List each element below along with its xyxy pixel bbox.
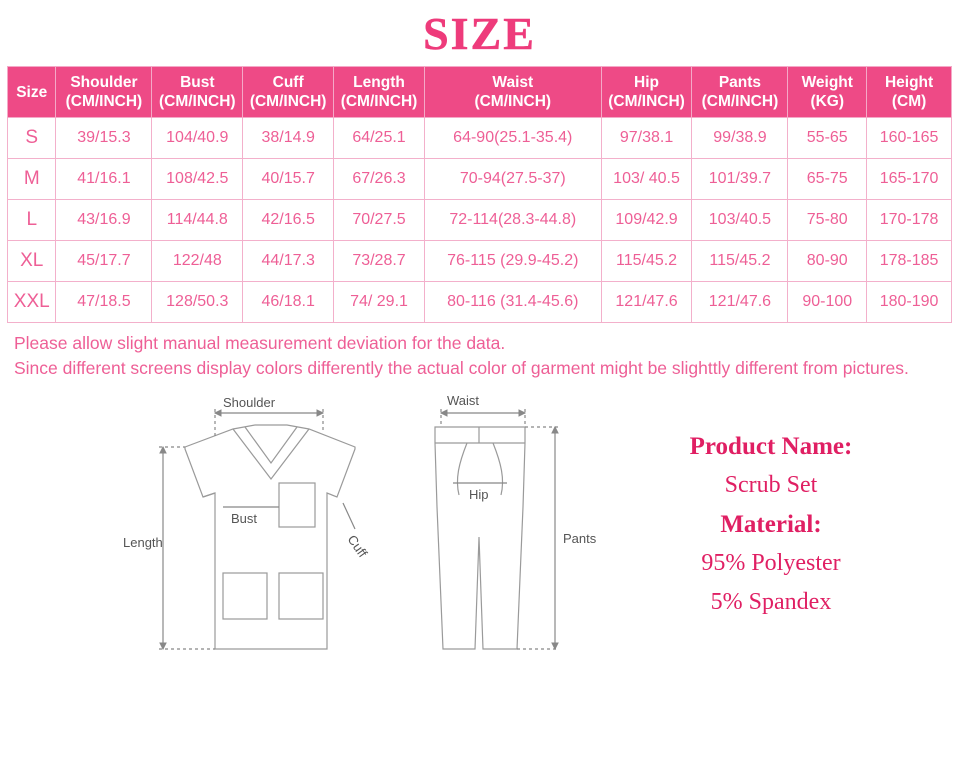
cell-length: 70/27.5: [334, 200, 425, 241]
cell-size: XL: [8, 241, 56, 282]
header-line2: (CM/INCH): [474, 93, 552, 110]
material-line-2: 5% Spandex: [710, 589, 832, 615]
cell-shoulder: 43/16.9: [56, 200, 152, 241]
size-table: [7, 66, 952, 323]
header-line1: Size: [16, 83, 48, 101]
cell-bust: 108/42.5: [152, 159, 243, 200]
cell-hip: 115/45.2: [601, 241, 692, 282]
cell-length: 74/ 29.1: [334, 282, 425, 323]
cell-pants: 115/45.2: [692, 241, 788, 282]
column-header-weight: [788, 67, 867, 118]
diagram-label-pants: Pants: [563, 531, 597, 546]
header-line1: Waist: [492, 74, 534, 91]
diagram-label-bust: Bust: [231, 511, 258, 526]
header-line2: (CM/INCH): [249, 93, 327, 110]
cell-shoulder: 47/18.5: [56, 282, 152, 323]
header-line2: (CM/INCH): [701, 93, 779, 110]
table-row: [8, 118, 952, 159]
column-header-waist: [424, 67, 601, 118]
cell-bust: 122/48: [152, 241, 243, 282]
cell-waist: 76-115 (29.9-45.2): [424, 241, 601, 282]
cell-shoulder: 41/16.1: [56, 159, 152, 200]
measurement-diagram: [55, 387, 615, 657]
cell-height: 165-170: [867, 159, 952, 200]
cell-bust: 104/40.9: [152, 118, 243, 159]
cell-pants: 121/47.6: [692, 282, 788, 323]
cell-size: M: [8, 159, 56, 200]
header-line1: Pants: [718, 74, 762, 91]
diagram-label-waist: Waist: [447, 393, 480, 408]
diagram-label-shoulder: Shoulder: [223, 395, 276, 410]
cell-pants: 101/39.7: [692, 159, 788, 200]
cell-weight: 80-90: [788, 241, 867, 282]
product-info-block: [611, 427, 931, 622]
header-line1: Weight: [801, 74, 853, 91]
cell-waist: 80-116 (31.4-45.6): [424, 282, 601, 323]
notes-block: [14, 331, 945, 381]
table-row: [8, 282, 952, 323]
cell-weight: 55-65: [788, 118, 867, 159]
cell-pants: 99/38.9: [692, 118, 788, 159]
header-line1: Cuff: [272, 74, 304, 91]
product-name-label: Product Name:: [689, 433, 853, 460]
header-line1: Bust: [180, 74, 215, 91]
diagram-label-length: Length: [123, 535, 163, 550]
cell-cuff: 46/18.1: [243, 282, 334, 323]
cell-waist: 72-114(28.3-44.8): [424, 200, 601, 241]
material-label: Material:: [720, 511, 822, 538]
cell-pants: 103/40.5: [692, 200, 788, 241]
column-header-size: [8, 67, 56, 118]
cell-height: 160-165: [867, 118, 952, 159]
cell-size: L: [8, 200, 56, 241]
header-line2: (CM): [891, 93, 927, 110]
column-header-bust: [152, 67, 243, 118]
cell-bust: 128/50.3: [152, 282, 243, 323]
note-line-1: Please allow slight manual measurement deviation for the data.: [14, 333, 506, 353]
table-row: [8, 159, 952, 200]
header-line1: Hip: [634, 74, 660, 91]
cell-length: 67/26.3: [334, 159, 425, 200]
cell-shoulder: 39/15.3: [56, 118, 152, 159]
column-header-pants: [692, 67, 788, 118]
cell-weight: 90-100: [788, 282, 867, 323]
cell-cuff: 42/16.5: [243, 200, 334, 241]
cell-weight: 75-80: [788, 200, 867, 241]
cell-cuff: 40/15.7: [243, 159, 334, 200]
diagram-label-hip: Hip: [469, 487, 489, 502]
cell-weight: 65-75: [788, 159, 867, 200]
material-line-1: 95% Polyester: [701, 550, 841, 576]
column-header-shoulder: [56, 67, 152, 118]
cell-waist: 70-94(27.5-37): [424, 159, 601, 200]
header-line2: (CM/INCH): [340, 93, 418, 110]
cell-hip: 97/38.1: [601, 118, 692, 159]
page-title: SIZE: [423, 8, 536, 59]
header-line2: (CM/INCH): [158, 93, 236, 110]
header-line2: (KG): [810, 93, 845, 110]
product-name-value: Scrub Set: [724, 472, 818, 498]
cell-shoulder: 45/17.7: [56, 241, 152, 282]
cell-hip: 121/47.6: [601, 282, 692, 323]
header-line1: Height: [884, 74, 934, 91]
column-header-hip: [601, 67, 692, 118]
header-line2: (CM/INCH): [65, 93, 143, 110]
cell-size: XXL: [8, 282, 56, 323]
diagram-label-cuff: Cuff: [344, 532, 371, 561]
column-header-length: [334, 67, 425, 118]
header-line1: Shoulder: [70, 74, 138, 91]
lower-section: [0, 387, 959, 662]
table-header-row: [8, 67, 952, 118]
cell-waist: 64-90(25.1-35.4): [424, 118, 601, 159]
cell-length: 73/28.7: [334, 241, 425, 282]
header-line1: Length: [353, 74, 405, 91]
cell-length: 64/25.1: [334, 118, 425, 159]
table-row: [8, 200, 952, 241]
header-line2: (CM/INCH): [608, 93, 685, 110]
cell-hip: 109/42.9: [601, 200, 692, 241]
table-row: [8, 241, 952, 282]
cell-cuff: 38/14.9: [243, 118, 334, 159]
cell-height: 178-185: [867, 241, 952, 282]
cell-size: S: [8, 118, 56, 159]
note-line-2: Since different screens display colors differently the actual color of garment might be slighttly different from pictures.: [14, 358, 909, 378]
cell-height: 170-178: [867, 200, 952, 241]
column-header-cuff: [243, 67, 334, 118]
cell-bust: 114/44.8: [152, 200, 243, 241]
column-header-height: [867, 67, 952, 118]
garment-diagram-svg: [55, 387, 615, 657]
cell-cuff: 44/17.3: [243, 241, 334, 282]
cell-height: 180-190: [867, 282, 952, 323]
cell-hip: 103/ 40.5: [601, 159, 692, 200]
